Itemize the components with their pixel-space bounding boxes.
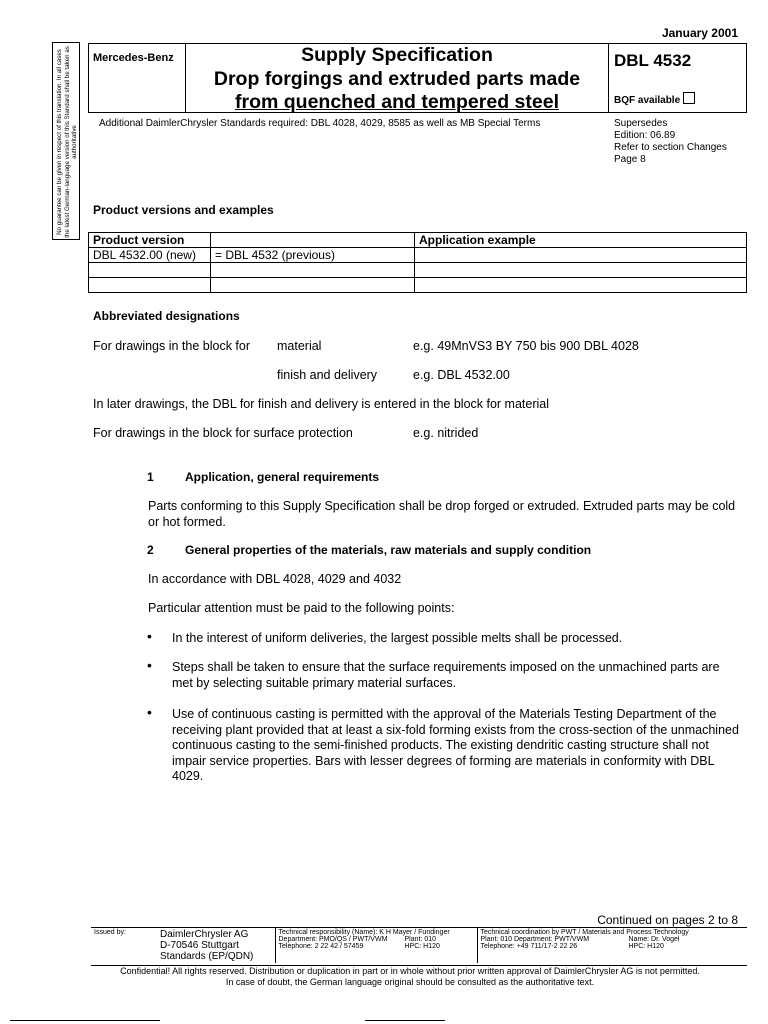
section-2-title: General properties of the materials, raw materials and supply condition — [185, 543, 592, 557]
coordination-name: Name: Dr. Vogel — [628, 936, 680, 943]
table-cell — [415, 263, 747, 278]
additional-standards: Additional DaimlerChrysler Standards required: DBL 4028, 4029, 8585 as well as MB Special Terms — [99, 118, 541, 129]
table-cell: = DBL 4532 (previous) — [211, 248, 415, 263]
issuer-address: D-70546 Stuttgart — [160, 940, 239, 951]
table-cell — [415, 278, 747, 293]
bullet-item-3: Use of continuous casting is permitted with the approval of the Materials Testing Department of the receiving plant provided that at least a six-fold forming exists from the cross-section of the unmachined continuous casting to the semi-finished products. The existing dendritic casting structure shall not impair service properties. Bars with lesser degrees of forming are materials in conformity with DBL 4029. — [172, 707, 739, 783]
scan-edge-mark — [10, 1020, 160, 1021]
bullet-marker: • — [147, 628, 152, 644]
supersedes-page: Page 8 — [614, 154, 646, 165]
issuer-department: Standards (EP/QDN) — [160, 951, 254, 962]
issuer-company: DaimlerChrysler AG — [160, 929, 249, 940]
table-row — [89, 278, 747, 293]
tech-coordination: Technical coordination by PWT / Materials and Process Technology — [480, 929, 689, 936]
table-cell — [211, 263, 415, 278]
coordination-telephone: Telephone: +49 711/17-2 22 26 — [480, 943, 578, 950]
col-product-version: Product version — [89, 233, 211, 248]
responsibility-department-row — [279, 936, 474, 943]
coordination-plant-row — [481, 936, 745, 943]
supersedes-label: Supersedes — [614, 118, 668, 129]
section-2-paragraph-2: Particular attention must be paid to the following points: — [148, 601, 455, 615]
document-title — [186, 44, 608, 115]
footer-table — [91, 928, 747, 963]
responsibility-telephone: Telephone: 2 22 42 / 57459 — [278, 943, 364, 950]
product-versions-heading: Product versions and examples — [93, 203, 274, 217]
section-1-text: Parts conforming to this Supply Specification shall be drop forged or extruded. Extruded parts may be cold or hot formed. — [148, 499, 736, 529]
issued-by-label: Issued by: — [94, 929, 126, 936]
footer-row — [91, 928, 747, 963]
abbrev-material-example: e.g. 49MnVS3 BY 750 bis 900 DBL 4028 — [413, 339, 639, 353]
tech-responsibility: Technical responsibility (Name): K H Mayer / Fundinger — [278, 929, 450, 936]
abbreviated-heading: Abbreviated designations — [93, 309, 240, 323]
bullet-marker: • — [147, 657, 152, 673]
bqf-availability — [614, 92, 695, 106]
coordination-hpc: HPC: H120 — [628, 943, 664, 950]
abbrev-finish-label: finish and delivery — [277, 368, 378, 382]
responsibility-plant: Plant: 010 — [404, 936, 437, 943]
abbrev-later-drawings: In later drawings, the DBL for finish and delivery is entered in the block for material — [93, 397, 550, 411]
technical-coordination-block — [477, 928, 747, 963]
table-row — [89, 263, 747, 278]
title-line-3: from quenched and tempered steel — [235, 91, 559, 113]
translation-notice: No guarantee can be given in respect of this translation. In all cases the latest German-language version of this Standard shall be taken as authoritative — [55, 46, 78, 238]
bullet-item-2: Steps shall be taken to ensure that the surface requirements imposed on the unmachined parts are met by selecting suitable primary material surfaces. — [172, 660, 720, 690]
abbrev-material-label: material — [277, 339, 322, 353]
bullet-marker: • — [147, 704, 152, 720]
technical-responsibility-block — [275, 928, 477, 963]
responsibility-department: Department: PMO/QS / PWT/VWM — [278, 936, 388, 943]
continued-note: Continued on pages 2 to 8 — [597, 913, 738, 927]
header-right-rule — [746, 43, 747, 113]
supersedes-block — [614, 118, 727, 166]
header-divider-2 — [608, 43, 609, 113]
table-header-row — [89, 233, 747, 248]
col-application-example: Application example — [415, 233, 747, 248]
supersedes-edition: Edition: 06.89 — [614, 130, 676, 141]
abbrev-finish-example: e.g. DBL 4532.00 — [413, 368, 510, 382]
brand-name: Mercedes-Benz — [93, 52, 174, 64]
translation-notice-box — [52, 42, 80, 240]
confidentiality-line-1: Confidential! All rights reserved. Distribution or duplication in part or in whole without prior written approval of DaimlerChrysler AG is not permitted. — [120, 966, 700, 976]
bullet-item-1: In the interest of uniform deliveries, the largest possible melts shall be processed. — [172, 631, 623, 645]
section-1-number: 1 — [147, 470, 154, 484]
header-left-rule — [88, 43, 89, 113]
table-row — [89, 248, 747, 263]
product-versions-table — [88, 232, 747, 293]
responsibility-telephone-row — [279, 943, 474, 950]
confidentiality-notice — [60, 966, 760, 988]
title-line-1: Supply Specification — [301, 44, 493, 66]
section-2-number: 2 — [147, 543, 154, 557]
bqf-checkbox — [683, 92, 695, 104]
bqf-label: BQF available — [614, 95, 681, 106]
section-2-paragraph-1: In accordance with DBL 4028, 4029 and 4032 — [148, 572, 402, 586]
section-1-title: Application, general requirements — [185, 470, 380, 484]
table-cell — [211, 278, 415, 293]
issuer-block — [157, 928, 275, 963]
abbrev-block-for: For drawings in the block for — [93, 339, 251, 353]
supersedes-refer: Refer to section Changes — [614, 142, 727, 153]
table-cell — [89, 263, 211, 278]
coordination-telephone-row — [481, 943, 745, 950]
abbrev-surface-example: e.g. nitrided — [413, 426, 479, 440]
table-cell — [415, 248, 747, 263]
table-cell: DBL 4532.00 (new) — [89, 248, 211, 263]
document-date: January 2001 — [661, 26, 738, 40]
confidentiality-line-2: In case of doubt, the German language original should be consulted as the authoritative text. — [225, 977, 595, 987]
coordination-plant: Plant: 010 Department: PWT/VWM — [480, 936, 590, 943]
title-line-2: Drop forgings and extruded parts made — [213, 67, 581, 90]
document-number: DBL 4532 — [614, 51, 692, 70]
table-cell — [89, 278, 211, 293]
col-blank — [211, 233, 415, 248]
scan-edge-mark — [365, 1020, 445, 1021]
responsibility-hpc: HPC: H120 — [404, 943, 440, 950]
abbrev-surface-protection: For drawings in the block for surface protection — [93, 426, 353, 440]
